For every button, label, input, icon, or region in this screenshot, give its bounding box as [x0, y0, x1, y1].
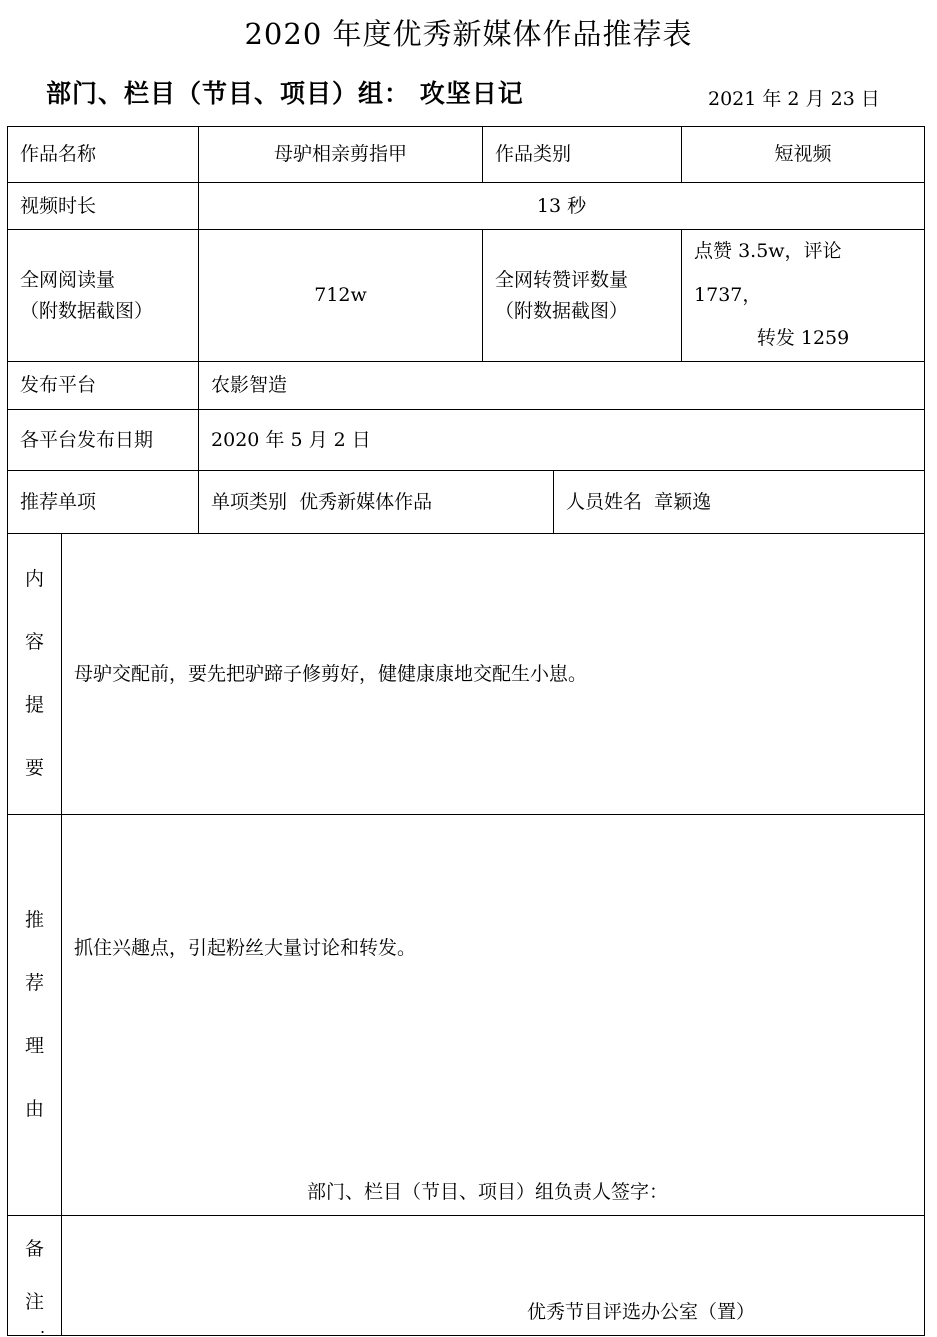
reason-text: 抓住兴趣点，引起粉丝大量讨论和转发。	[74, 937, 417, 960]
single-category: 单项类别 优秀新媒体作品	[199, 471, 554, 534]
reason-cell	[62, 815, 925, 1216]
summary-label-char: 提	[24, 694, 44, 717]
engagement-label	[483, 230, 682, 362]
remark-label-char: 备	[24, 1237, 44, 1260]
summary-label-char: 容	[24, 631, 44, 654]
remark-label	[8, 1216, 62, 1336]
row-platform	[8, 362, 925, 410]
row-work-name	[8, 127, 925, 183]
footer-mark: .	[40, 1318, 46, 1337]
reason-label-char: 推	[24, 909, 44, 932]
row-summary	[8, 534, 925, 815]
row-remark	[8, 1216, 925, 1336]
remark-label-char: 注	[24, 1290, 44, 1313]
person-name: 人员姓名 章颖逸	[554, 471, 925, 534]
reason-label-char: 理	[24, 1035, 44, 1058]
publish-date-value: 2020 年 5 月 2 日	[199, 410, 925, 471]
work-name-value: 母驴相亲剪指甲	[199, 127, 483, 183]
signature-line: 部门、栏目（节目、项目）组负责人签字：	[307, 1180, 669, 1203]
summary-text: 母驴交配前，要先把驴蹄子修剪好，健健康康地交配生小崽。	[62, 534, 925, 815]
engagement-value	[682, 230, 925, 362]
engagement-line1: 点赞 3.5w，评论 1737，	[694, 240, 842, 306]
form-date: 2021 年 2 月 23 日	[708, 88, 880, 110]
engagement-label-line2: （附数据截图）	[495, 299, 629, 322]
summary-label-char: 内	[24, 568, 44, 591]
duration-label: 视频时长	[8, 183, 199, 230]
row-metrics	[8, 230, 925, 362]
form-title: 2020 年度优秀新媒体作品推荐表	[244, 17, 693, 51]
category-label: 作品类别	[483, 127, 682, 183]
summary-label-char: 要	[24, 757, 44, 780]
remark-value	[62, 1216, 925, 1336]
summary-label	[8, 534, 62, 815]
reads-label-line1: 全网阅读量	[20, 269, 116, 292]
reads-value: 712w	[199, 230, 483, 362]
engagement-line2: 转发 1259	[756, 327, 850, 350]
office-seal-line: 优秀节目评选办公室（置）	[527, 1301, 756, 1323]
recommendation-table	[7, 126, 925, 1336]
reason-label-char: 荐	[24, 972, 44, 995]
row-publish-date	[8, 410, 925, 471]
reason-label-char: 由	[24, 1098, 44, 1121]
reads-label-line2: （附数据截图）	[20, 299, 154, 322]
department-line: 部门、栏目（节目、项目）组： 攻坚日记	[46, 79, 524, 108]
row-duration	[8, 183, 925, 230]
duration-value: 13 秒	[199, 183, 925, 230]
row-recommend	[8, 471, 925, 534]
engagement-label-line1: 全网转赞评数量	[495, 269, 629, 292]
platform-value: 农影智造	[199, 362, 925, 410]
work-name-label: 作品名称	[8, 127, 199, 183]
publish-date-label: 各平台发布日期	[8, 410, 199, 471]
platform-label: 发布平台	[8, 362, 199, 410]
row-reason	[8, 815, 925, 1216]
reads-label	[8, 230, 199, 362]
recommend-label: 推荐单项	[8, 471, 199, 534]
category-value: 短视频	[682, 127, 925, 183]
reason-label	[8, 815, 62, 1216]
